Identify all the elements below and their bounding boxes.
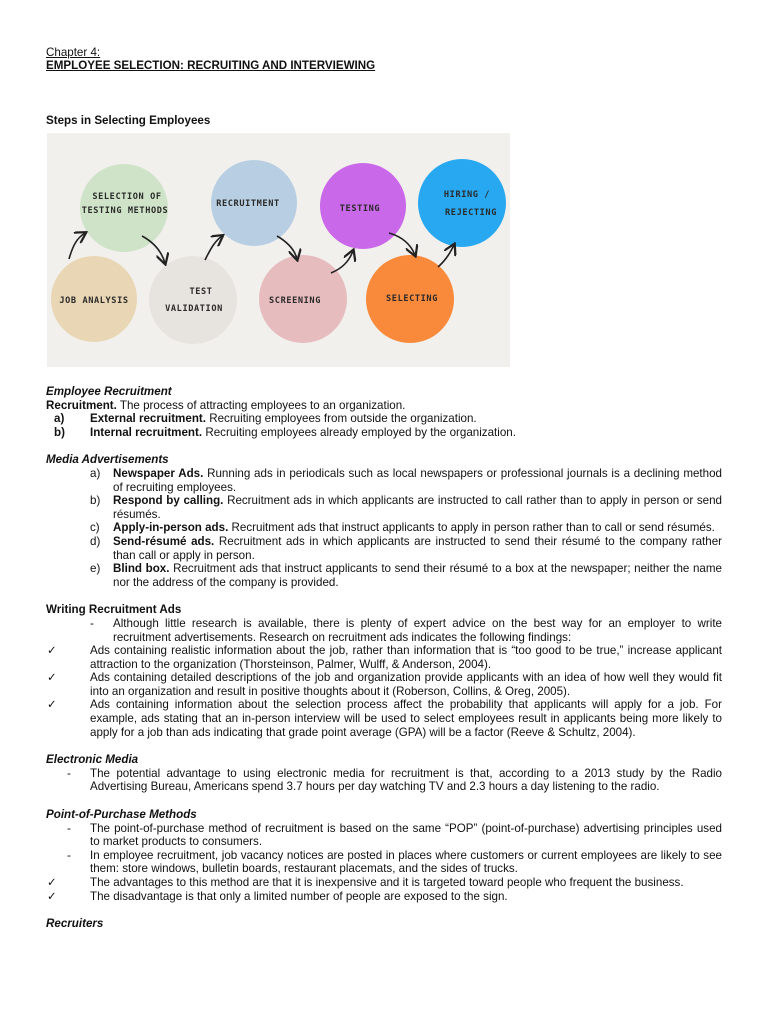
label-selection-line2: TESTING METHODS xyxy=(81,206,169,216)
list-item xyxy=(46,562,722,589)
recruitment-def-text: The process of attracting employees to an organization. xyxy=(116,398,406,412)
list-item xyxy=(46,521,722,535)
label-hiring-line1: HIRING / xyxy=(443,190,491,200)
check-icon: ✓ xyxy=(47,889,57,903)
list-item xyxy=(46,822,722,849)
item-term: Send-résumé ads. xyxy=(113,534,215,548)
item-text: In employee recruitment, job vacancy notices are posted in places where customers or current employees are likely to see them: store windows, bulletin boards, restaurant placemats, and the sides of trucks. xyxy=(90,848,722,876)
list-item xyxy=(46,876,722,890)
list-item xyxy=(46,890,722,904)
list-marker: b) xyxy=(54,425,65,439)
writing-list xyxy=(46,617,722,739)
check-icon: ✓ xyxy=(47,698,57,712)
chapter-title: EMPLOYEE SELECTION: RECRUITING AND INTERVIEWING xyxy=(46,58,376,72)
selection-steps-diagram xyxy=(47,133,510,367)
list-marker: c) xyxy=(90,521,100,535)
item-text: The advantages to this method are that it is inexpensive and it is targeted toward people who frequent the business. xyxy=(90,876,684,889)
item-text: The potential advantage to using electronic media for recruitment is that, according to a 2013 study by the Radio Advertising Bureau, Americans spend 3.7 hours per day watching TV and 2.3 hours a day listening to the radio. xyxy=(90,766,722,794)
list-marker: d) xyxy=(90,534,101,548)
circle-test-validation xyxy=(149,256,237,344)
document-page xyxy=(46,46,722,127)
list-item xyxy=(46,767,722,794)
list-item xyxy=(46,467,722,494)
list-item xyxy=(46,412,722,426)
electronic-list xyxy=(46,767,722,794)
check-icon: ✓ xyxy=(47,876,57,889)
selection-steps-figure xyxy=(47,133,510,367)
item-text: Recruiting employees from outside the organization. xyxy=(205,412,477,426)
item-text: Running ads in periodicals such as local newspapers or professional journals is a declining method of recruiting employees. xyxy=(113,466,722,494)
list-item xyxy=(46,671,722,698)
item-text: Recruitment ads in which applicants are instructed to send their résumé to the company rather than call or apply in person. xyxy=(113,534,722,562)
list-marker: e) xyxy=(90,562,101,576)
list-item xyxy=(46,698,722,739)
item-term: Newspaper Ads. xyxy=(113,466,204,480)
media-list xyxy=(46,467,722,589)
arrow-validation-to-recruitment xyxy=(205,236,222,260)
arrow-recruitment-to-screening xyxy=(277,236,297,259)
item-term: Blind box. xyxy=(113,562,170,576)
item-term: External recruitment. xyxy=(90,412,206,426)
item-text: The disadvantage is that only a limited number of people are exposed to the sign. xyxy=(90,889,508,903)
check-icon: ✓ xyxy=(47,671,57,685)
label-selection-line1: SELECTION OF xyxy=(92,192,162,202)
electronic-heading: Electronic Media xyxy=(46,753,139,767)
list-marker: - xyxy=(67,848,71,862)
list-item xyxy=(46,849,722,876)
recruitment-term: Recruitment. xyxy=(46,398,117,412)
item-term: Apply-in-person ads. xyxy=(113,521,229,535)
list-marker: a) xyxy=(90,466,101,480)
arrow-selecting-to-hiring xyxy=(438,245,454,267)
label-hiring-line2: REJECTING xyxy=(445,208,497,218)
item-text: Ads containing information about the selection process affect the probability that applicants will apply for a job. For example, ads stating that an in-person interview will be used to select employees result in applicants being more likely to apply for a job than ads indicating that grade point average (GPA) will be a factor (Reeve & Schultz, 2004). xyxy=(90,698,722,739)
arrow-job-analysis-to-selection xyxy=(69,233,85,259)
list-marker: - xyxy=(90,616,94,630)
item-text: Although little research is available, there is plenty of expert advice on the best way for an employer to write recruitment advertisements. Research on recruitment ads indicates the following findings: xyxy=(113,616,722,644)
check-icon: ✓ xyxy=(47,644,57,658)
list-item xyxy=(46,617,722,644)
item-term: Internal recruitment. xyxy=(90,425,203,439)
chapter-label: Chapter 4: xyxy=(46,46,101,59)
item-text: Ads containing detailed descriptions of the job and organization provide applicants with an idea of how well they would fit into an organization and result in positive thoughts about it (Roberson, Collins, & Oreg, 2005). xyxy=(90,671,722,698)
recruitment-definition xyxy=(46,399,722,413)
list-marker: a) xyxy=(54,412,65,426)
list-item xyxy=(46,535,722,562)
label-testing: TESTING xyxy=(339,204,381,214)
recruiters-heading: Recruiters xyxy=(46,917,104,931)
media-heading: Media Advertisements xyxy=(46,453,169,467)
label-test: TEST xyxy=(189,287,213,297)
label-selecting: SELECTING xyxy=(386,294,438,304)
label-job-analysis: JOB ANALYSIS xyxy=(59,296,129,306)
list-item xyxy=(46,644,722,671)
list-item xyxy=(46,426,722,440)
item-text: Recruitment ads that instruct applicants to apply in person rather than to call or send résumés. xyxy=(228,521,715,535)
pop-list xyxy=(46,822,722,904)
list-marker: - xyxy=(67,821,71,835)
label-recruitment: RECRUITMENT xyxy=(216,199,280,209)
recruitment-list xyxy=(46,412,722,439)
item-text: Recruitment ads in which applicants are instructed to call rather than to apply in person or send résumés. xyxy=(113,494,722,521)
item-text: The point-of-purchase method of recruitment is based on the same “POP” (point-of-purchase) advertising principles used to market products to consumers. xyxy=(90,821,722,849)
list-marker: b) xyxy=(90,494,101,508)
body-text xyxy=(46,385,722,931)
steps-heading: Steps in Selecting Employees xyxy=(46,114,211,127)
item-term: Respond by calling. xyxy=(113,494,224,508)
pop-heading: Point-of-Purchase Methods xyxy=(46,808,197,822)
label-screening: SCREENING xyxy=(269,296,321,306)
list-item xyxy=(46,494,722,521)
label-validation: VALIDATION xyxy=(165,304,223,314)
item-text: Recruiting employees already employed by the organization. xyxy=(202,425,516,439)
list-marker: - xyxy=(67,766,71,780)
writing-heading: Writing Recruitment Ads xyxy=(46,603,182,617)
item-text: Recruitment ads that instruct applicants to send their résumé to a box at the newspaper; neither the name nor the address of the company is provided. xyxy=(113,562,722,589)
item-text: Ads containing realistic information about the job, rather than information that is “too good to be true,” increase applicant attraction to the organization (Thorsteinson, Palmer, Wulff, & Anderson, 2004). xyxy=(90,644,722,671)
circle-hiring-rejecting xyxy=(418,159,506,247)
recruitment-heading: Employee Recruitment xyxy=(46,385,172,398)
